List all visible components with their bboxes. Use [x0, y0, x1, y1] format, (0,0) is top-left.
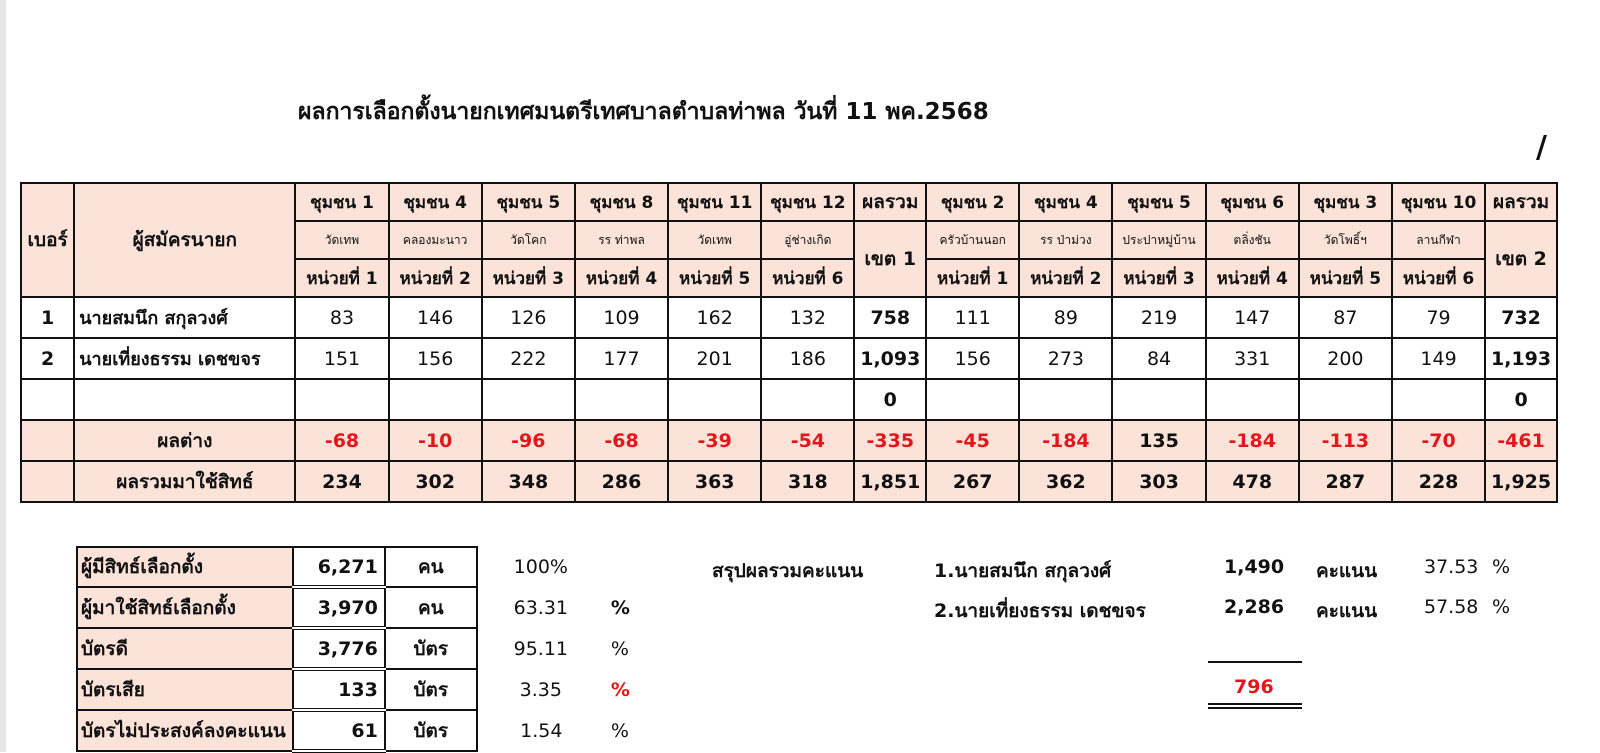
header-village: ลานกีฬา: [1392, 221, 1485, 259]
double-underline-bottom: [1208, 707, 1302, 709]
summary-candidate-1-name: 1.นายสมนึก สกุลวงศ์: [934, 560, 1112, 582]
stat-label: บัตรไม่ประสงค์ลงคะแนน: [77, 710, 293, 751]
header-village: ประปาหมู่บ้าน: [1112, 221, 1205, 259]
zone1-unit-value: 156: [389, 338, 482, 379]
zone1-unit-value: -10: [389, 420, 482, 461]
header-village: อู่ช่างเกิด: [761, 221, 854, 259]
header-community: ชุมชน 4: [389, 183, 482, 221]
candidate-name: นายเที่ยงธรรม เดชขจร: [74, 338, 295, 379]
header-community: ชุมชน 5: [482, 183, 575, 221]
summary-candidate-1-votes: 1,490: [1224, 556, 1285, 578]
header-number: เบอร์: [21, 183, 74, 297]
header-village: วัดโพธิ์ฯ: [1299, 221, 1392, 259]
zone2-unit-value: 84: [1112, 338, 1205, 379]
header-candidate: ผู้สมัครนายก: [74, 183, 295, 297]
header-community: ชุมชน 6: [1206, 183, 1299, 221]
stat-value: 133: [293, 669, 385, 710]
summary-candidate-2-percent: 57.58: [1424, 596, 1479, 618]
sum-underline: [1208, 661, 1302, 663]
zone1-unit-value: [389, 379, 482, 420]
summary-candidate-2-votes: 2,286: [1224, 596, 1285, 618]
zone2-unit-value: 273: [1019, 338, 1112, 379]
stat-percent: 3.35: [519, 678, 562, 701]
zone2-unit-value: -113: [1299, 420, 1392, 461]
stat-label: ผู้มีสิทธ์เลือกตั้ง: [77, 547, 293, 587]
header-unit: หน่วยที่ 3: [1112, 259, 1205, 297]
zone1-unit-value: 177: [575, 338, 668, 379]
header-community: ชุมชน 10: [1392, 183, 1485, 221]
header-unit: หน่วยที่ 5: [668, 259, 761, 297]
stat-unit: คน: [385, 587, 477, 628]
header-village: ครัวบ้านนอก: [926, 221, 1019, 259]
zone1-unit-value: -96: [482, 420, 575, 461]
header-village: วัดโคก: [482, 221, 575, 259]
header-village: รร ท่าพล: [575, 221, 668, 259]
header-community: ชุมชน 2: [926, 183, 1019, 221]
difference-row: [21, 420, 1557, 461]
zone1-unit-value: 302: [389, 461, 482, 502]
header-unit: หน่วยที่ 2: [1019, 259, 1112, 297]
header-community: ชุมชน 5: [1112, 183, 1205, 221]
stat-percent-symbol: %: [610, 678, 630, 701]
stat-unit: คน: [385, 547, 477, 587]
zone1-unit-value: 222: [482, 338, 575, 379]
zone1-unit-value: [482, 379, 575, 420]
stat-percent: 63.31: [513, 596, 569, 619]
zone2-unit-value: -184: [1019, 420, 1112, 461]
header-unit: หน่วยที่ 4: [575, 259, 668, 297]
summary-candidate-1-symbol: %: [1492, 556, 1511, 578]
zone2-unit-value: 147: [1206, 297, 1299, 338]
header-community: ชุมชน 3: [1299, 183, 1392, 221]
zone2-unit-value: 362: [1019, 461, 1112, 502]
header-zone2-label: เขต 2: [1485, 221, 1557, 297]
window-edge: [0, 0, 6, 752]
header-community: ชุมชน 1: [295, 183, 388, 221]
zone2-unit-value: 156: [926, 338, 1019, 379]
zone1-unit-value: 126: [482, 297, 575, 338]
zone1-unit-value: 348: [482, 461, 575, 502]
zone2-unit-value: 111: [926, 297, 1019, 338]
candidate-name: [74, 379, 295, 420]
zone2-unit-value: [1112, 379, 1205, 420]
results-table: [20, 182, 1558, 503]
zone2-unit-value: 149: [1392, 338, 1485, 379]
zone1-unit-value: -54: [761, 420, 854, 461]
stat-percent-symbol: [593, 547, 677, 587]
candidate-name: นายสมนึก สกุลวงศ์: [74, 297, 295, 338]
zone2-unit-value: 89: [1019, 297, 1112, 338]
header-community: ชุมชน 4: [1019, 183, 1112, 221]
zone1-unit-value: [575, 379, 668, 420]
stat-unit: บัตร: [385, 628, 477, 669]
stat-label: ผู้มาใช้สิทธ์เลือกตั้ง: [77, 587, 293, 628]
header-zone1-label: เขต 1: [854, 221, 926, 297]
row-number-empty: [21, 461, 74, 502]
stat-row: [77, 669, 677, 710]
zone2-total-value: 1,193: [1485, 338, 1557, 379]
row-number-empty: [21, 420, 74, 461]
zone2-total-value: 732: [1485, 297, 1557, 338]
candidate-number: [21, 379, 74, 420]
row-label: ผลต่าง: [74, 420, 295, 461]
stat-value: 61: [293, 710, 385, 751]
zone2-unit-value: 303: [1112, 461, 1205, 502]
header-community: ชุมชน 11: [668, 183, 761, 221]
header-community: ชุมชน 12: [761, 183, 854, 221]
zone1-unit-value: [761, 379, 854, 420]
zone2-unit-value: 219: [1112, 297, 1205, 338]
zone2-total-value: 0: [1485, 379, 1557, 420]
zone1-unit-value: 186: [761, 338, 854, 379]
stat-row: [77, 547, 677, 587]
stat-percent-symbol: %: [610, 719, 629, 742]
candidate-row: [21, 297, 1557, 338]
stat-percent: 100%: [513, 556, 568, 578]
summary-candidate-1-unit: คะแนน: [1316, 560, 1378, 582]
stat-unit: บัตร: [385, 669, 477, 710]
header-zone1-total: ผลรวม: [854, 183, 926, 221]
zone1-unit-value: 146: [389, 297, 482, 338]
summary-candidate-1-percent: 37.53: [1424, 556, 1479, 578]
zone2-unit-value: 287: [1299, 461, 1392, 502]
header-unit: หน่วยที่ 3: [482, 259, 575, 297]
zone1-unit-value: 109: [575, 297, 668, 338]
zone1-unit-value: 318: [761, 461, 854, 502]
header-unit: หน่วยที่ 2: [389, 259, 482, 297]
zone1-total-value: -335: [854, 420, 926, 461]
corner-mark: /: [1536, 130, 1547, 165]
row-label: ผลรวมมาใช้สิทธ์: [74, 461, 295, 502]
header-village: คลองมะนาว: [389, 221, 482, 259]
zone1-unit-value: 363: [668, 461, 761, 502]
header-zone2-total: ผลรวม: [1485, 183, 1557, 221]
stat-value: 3,970: [293, 587, 385, 628]
zone2-total-value: -461: [1485, 420, 1557, 461]
zone2-unit-value: -184: [1206, 420, 1299, 461]
stat-label: บัตรเสีย: [77, 669, 293, 710]
zone1-unit-value: 132: [761, 297, 854, 338]
zone2-unit-value: 79: [1392, 297, 1485, 338]
header-unit: หน่วยที่ 1: [926, 259, 1019, 297]
zone1-unit-value: 162: [668, 297, 761, 338]
zone2-unit-value: 135: [1112, 420, 1205, 461]
zone1-unit-value: [295, 379, 388, 420]
zone1-unit-value: -68: [575, 420, 668, 461]
summary-candidate-2-name: 2.นายเที่ยงธรรม เดชขจร: [934, 600, 1146, 622]
candidate-number: 1: [21, 297, 74, 338]
zone1-unit-value: 286: [575, 461, 668, 502]
header-village: วัดเทพ: [295, 221, 388, 259]
header-unit: หน่วยที่ 4: [1206, 259, 1299, 297]
zone2-unit-value: 267: [926, 461, 1019, 502]
zone1-unit-value: 151: [295, 338, 388, 379]
zone2-unit-value: [1206, 379, 1299, 420]
page-title: ผลการเลือกตั้งนายกเทศมนตรีเทศบาลตำบลท่าพล วันที่ 11 พค.2568: [298, 99, 989, 125]
stat-row: [77, 710, 677, 751]
zone1-unit-value: -68: [295, 420, 388, 461]
zone2-unit-value: 478: [1206, 461, 1299, 502]
zone1-total-value: 1,851: [854, 461, 926, 502]
zone2-unit-value: [1392, 379, 1485, 420]
header-unit: หน่วยที่ 6: [761, 259, 854, 297]
stat-unit: บัตร: [385, 710, 477, 751]
zone1-unit-value: 201: [668, 338, 761, 379]
zone1-unit-value: [668, 379, 761, 420]
stat-percent: 1.54: [520, 719, 563, 742]
stat-row: [77, 587, 677, 628]
header-village: วัดเทพ: [668, 221, 761, 259]
zone1-total-value: 0: [854, 379, 926, 420]
zone1-unit-value: -39: [668, 420, 761, 461]
turnout-row: [21, 461, 1557, 502]
zone2-unit-value: -45: [926, 420, 1019, 461]
double-underline-top: [1208, 703, 1302, 705]
candidate-row: [21, 338, 1557, 379]
summary-candidate-2-symbol: %: [1492, 596, 1511, 618]
zone1-unit-value: 83: [295, 297, 388, 338]
summary-candidate-2-unit: คะแนน: [1316, 600, 1378, 622]
header-village: ตลิ่งชัน: [1206, 221, 1299, 259]
stat-label: บัตรดี: [77, 628, 293, 669]
zone1-total-value: 758: [854, 297, 926, 338]
header-community: ชุมชน 8: [575, 183, 668, 221]
stat-row: [77, 628, 677, 669]
summary-difference: 796: [1234, 676, 1274, 698]
candidate-row: [21, 379, 1557, 420]
summary-heading: สรุปผลรวมคะแนน: [712, 560, 864, 582]
zone2-total-value: 1,925: [1485, 461, 1557, 502]
zone1-unit-value: 234: [295, 461, 388, 502]
header-unit: หน่วยที่ 6: [1392, 259, 1485, 297]
zone2-unit-value: [1019, 379, 1112, 420]
stat-percent-symbol: %: [610, 637, 629, 660]
header-unit: หน่วยที่ 5: [1299, 259, 1392, 297]
zone2-unit-value: 228: [1392, 461, 1485, 502]
candidate-number: 2: [21, 338, 74, 379]
stat-percent: 95.11: [513, 637, 569, 660]
stat-value: 3,776: [293, 628, 385, 669]
stat-value: 6,271: [293, 547, 385, 587]
header-unit: หน่วยที่ 1: [295, 259, 388, 297]
zone2-unit-value: 200: [1299, 338, 1392, 379]
statistics-table: [76, 546, 678, 753]
zone1-total-value: 1,093: [854, 338, 926, 379]
zone2-unit-value: -70: [1392, 420, 1485, 461]
zone2-unit-value: 87: [1299, 297, 1392, 338]
header-village: รร ป่าม่วง: [1019, 221, 1112, 259]
zone2-unit-value: [926, 379, 1019, 420]
zone2-unit-value: 331: [1206, 338, 1299, 379]
zone2-unit-value: [1299, 379, 1392, 420]
stat-percent-symbol: %: [610, 596, 630, 619]
